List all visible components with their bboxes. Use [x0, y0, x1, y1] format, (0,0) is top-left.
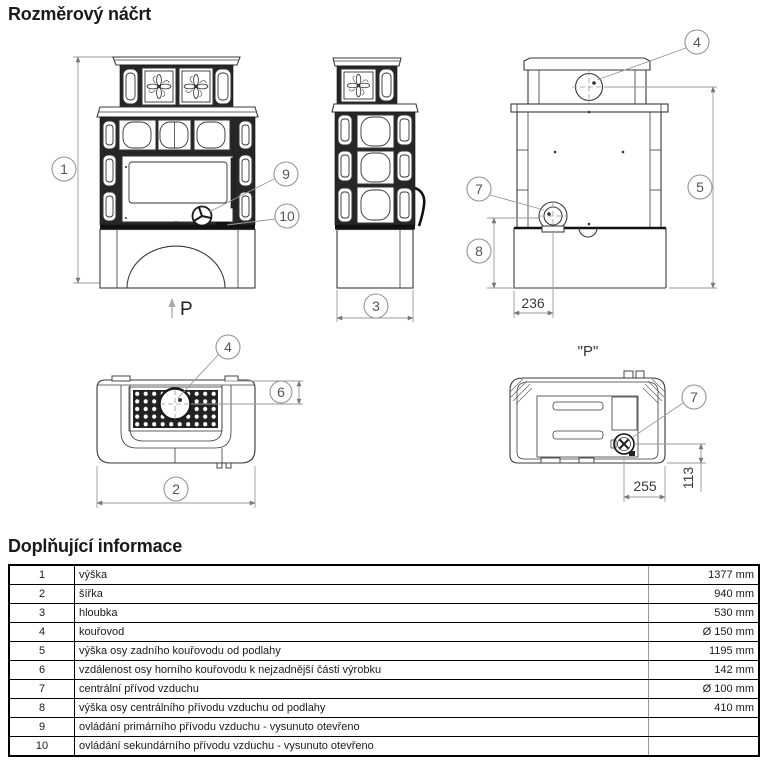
row-number: 2 [9, 585, 75, 604]
row-value: 142 mm [649, 661, 760, 680]
row-label: hloubka [75, 604, 649, 623]
callout-2-label: 2 [172, 481, 180, 497]
row-label: výška [75, 565, 649, 585]
callout-10-label: 10 [279, 208, 295, 224]
row-value: 1377 mm [649, 565, 760, 585]
row-label: vzdálenost osy horního kouřovodu k nejzadnější části výrobku [75, 661, 649, 680]
callout-1-label: 1 [60, 161, 68, 177]
dim-255: 255 [633, 478, 657, 494]
row-number: 6 [9, 661, 75, 680]
p-view-label: "P" [577, 343, 599, 360]
row-label: ovládání primárního přívodu vzduchu - vysunuto otevřeno [75, 718, 649, 737]
direction-label-p: P [180, 299, 193, 320]
table-row [9, 642, 759, 661]
callout-3-label: 3 [372, 298, 380, 314]
table-row [9, 565, 759, 585]
table-row [9, 585, 759, 604]
callout-7-label: 7 [475, 181, 483, 197]
side-view [332, 58, 424, 322]
row-value: 410 mm [649, 699, 760, 718]
table-row [9, 718, 759, 737]
info-table-body [9, 565, 759, 756]
row-value [649, 718, 760, 737]
door-handle [415, 188, 424, 226]
row-value: Ø 150 mm [649, 623, 760, 642]
row-number: 7 [9, 680, 75, 699]
bottom-view-p [510, 343, 706, 502]
callout-8-label: 8 [475, 243, 483, 259]
top-view [97, 335, 303, 508]
row-value: Ø 100 mm [649, 680, 760, 699]
front-view [52, 57, 299, 320]
row-number: 4 [9, 623, 75, 642]
row-number: 10 [9, 737, 75, 757]
page-title: Rozměrový náčrt [8, 4, 152, 24]
callout-4b-label: 4 [224, 339, 232, 355]
info-table [8, 564, 760, 757]
row-number: 9 [9, 718, 75, 737]
row-label: ovládání sekundárního přívodu vzduchu - vysunuto otevřeno [75, 737, 649, 757]
callout-5-label: 5 [696, 179, 704, 195]
callout-9-label: 9 [282, 166, 290, 182]
table-row [9, 699, 759, 718]
table-row [9, 680, 759, 699]
callout-4-label: 4 [693, 34, 701, 50]
row-label: výška osy zadního kouřovodu od podlahy [75, 642, 649, 661]
row-number: 3 [9, 604, 75, 623]
callout-7b-label: 7 [690, 389, 698, 405]
row-number: 1 [9, 565, 75, 585]
row-label: šířka [75, 585, 649, 604]
table-row [9, 661, 759, 680]
dim-113: 113 [680, 466, 696, 490]
row-value: 530 mm [649, 604, 760, 623]
row-label: kouřovod [75, 623, 649, 642]
rear-view [467, 30, 717, 318]
info-heading: Doplňující informace [8, 536, 183, 556]
table-row [9, 604, 759, 623]
row-value: 1195 mm [649, 642, 760, 661]
table-row [9, 623, 759, 642]
row-label: centrální přívod vzduchu [75, 680, 649, 699]
row-number: 5 [9, 642, 75, 661]
callout-6-label: 6 [277, 384, 285, 400]
row-number: 8 [9, 699, 75, 718]
row-value: 940 mm [649, 585, 760, 604]
table-row [9, 737, 759, 757]
dim-236: 236 [521, 295, 545, 311]
row-value [649, 737, 760, 757]
row-label: výška osy centrálního přívodu vzduchu od podlahy [75, 699, 649, 718]
